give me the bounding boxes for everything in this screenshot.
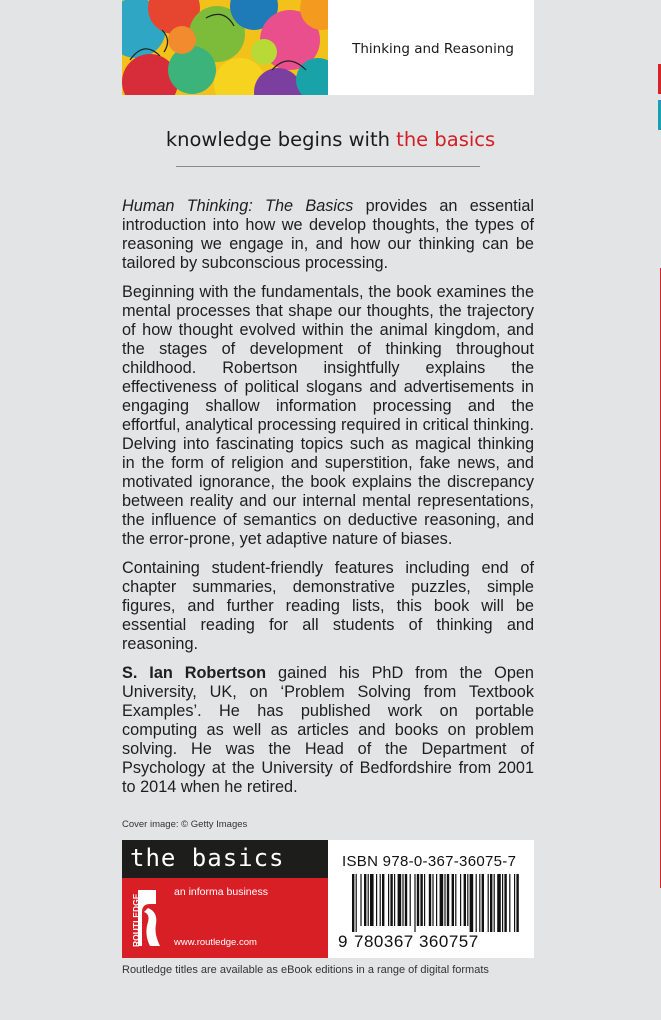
- isbn-block: [328, 840, 534, 958]
- barcode-bar: [479, 874, 480, 932]
- barcode-bar: [497, 874, 501, 932]
- barcode-bar: [464, 874, 466, 926]
- author-bio: gained his PhD from the Open University, UK, on ‘Problem Solving from Textbook Examples’. He has published work on portable computing as well as articles and books on problem solving. He was the Head of the Department of Psychology at the University of Bedfordshire from 2001 to 2014 when he retired.: [122, 664, 534, 796]
- barcode-bar: [436, 874, 437, 926]
- barcode-bar: [452, 874, 454, 926]
- barcode-bar: [455, 874, 456, 926]
- barcode-bar: [444, 874, 445, 926]
- barcode-bar: [368, 874, 369, 926]
- barcode-bar: [502, 874, 503, 932]
- barcode-bar: [482, 874, 484, 932]
- barcode-bar: [440, 874, 444, 926]
- author-paragraph: [122, 664, 534, 797]
- series-title: the basics: [130, 844, 285, 872]
- barcode-bar: [417, 874, 419, 926]
- tagline: [0, 128, 661, 151]
- ebook-note: Routledge titles are available as eBook editions in a range of digital formats: [122, 964, 489, 976]
- barcode-bar: [402, 874, 403, 926]
- barcode-bar: [447, 874, 449, 926]
- barcode-bar: [467, 874, 468, 926]
- subject-panel: [328, 0, 534, 95]
- barcode-bar: [509, 874, 510, 932]
- blurb-intro-text: provides an essential introduction into how we develop thoughts, the types of reasoning we engage in, and how our thinking can be tailored by subconscious processing.: [122, 197, 534, 272]
- book-title: Human Thinking: The Basics: [122, 197, 354, 215]
- cover-artwork: [122, 0, 328, 95]
- cover-credit: Cover image: © Getty Images: [122, 819, 248, 830]
- barcode-bar: [470, 874, 474, 932]
- series-title-bar: [122, 840, 328, 878]
- divider: [176, 166, 480, 167]
- routledge-logo: [126, 884, 164, 952]
- blurb-paragraph-3: Containing student-friendly features including end of chapter summaries, demonstrative puzzles, simple figures, and further reading lists, this book will be essential reading for all students of thinking and reasoning.: [122, 559, 534, 653]
- barcode-bar: [382, 874, 384, 926]
- subject-label: Thinking and Reasoning: [352, 41, 514, 57]
- tagline-highlight: the basics: [396, 128, 496, 151]
- barcode-bar: [370, 874, 374, 926]
- series-block: [122, 840, 328, 958]
- barcode-bar: [424, 874, 425, 926]
- barcode-bar: [390, 874, 392, 926]
- barcode-bar: [405, 874, 407, 926]
- barcode-bar: [388, 874, 389, 926]
- blurb-paragraph-1: [122, 197, 534, 273]
- barcode-bar: [398, 874, 402, 926]
- barcode-bar: [410, 874, 411, 926]
- barcode-bar: [516, 874, 518, 932]
- barcode-bar: [380, 874, 381, 926]
- barcode-digits: 780367 360757: [354, 932, 479, 951]
- routledge-wordmark: ROUTLEDGE: [131, 893, 141, 947]
- barcode-bar: [494, 874, 495, 932]
- barcode: [352, 874, 520, 932]
- tagline-prefix: knowledge begins with: [165, 128, 390, 151]
- blurb: [122, 197, 534, 807]
- barcode-bar: [488, 874, 489, 932]
- barcode-bar: [514, 874, 515, 932]
- isbn-label: ISBN 978-0-367-36075-7: [342, 853, 517, 870]
- barcode-bar: [429, 874, 431, 926]
- barcode-bar: [420, 874, 422, 926]
- barcode-bar: [364, 874, 366, 926]
- barcode-bar: [432, 874, 433, 926]
- barcode-bar: [460, 874, 461, 926]
- barcode-first-digit: 9: [338, 932, 348, 951]
- author-name: S. Ian Robertson: [122, 664, 267, 682]
- barcode-bar: [356, 874, 357, 932]
- barcode-bar: [414, 874, 415, 932]
- barcode-bar: [360, 874, 361, 926]
- barcode-bar: [352, 874, 354, 932]
- barcode-bar: [490, 874, 492, 932]
- barcode-bar: [504, 874, 506, 932]
- barcode-bar: [376, 874, 377, 926]
- publisher-website: www.routledge.com: [174, 937, 257, 948]
- blurb-paragraph-2: Beginning with the fundamentals, the book examines the mental processes that shape our thoughts, the trajectory of how thought evolved within the animal kingdom, and the stages of development of thinking throughout childhood. Robertson insightfully explains the effectiveness of political slogans and advertisements in engaging shallow information processing and the effortful, analytical processing required in critical thinking. Delving into fascinating topics such as magical thinking in the form of religion and superstition, fake news, and motivated ignorance, the book explains the discrepancy between reality and our internal mental representations, the influence of semantics on deductive reasoning, and the error-prone, yet adaptive nature of biases.: [122, 283, 534, 548]
- barcode-bar: [394, 874, 395, 926]
- barcode-bar: [476, 874, 477, 932]
- informa-text: an informa business: [174, 886, 268, 898]
